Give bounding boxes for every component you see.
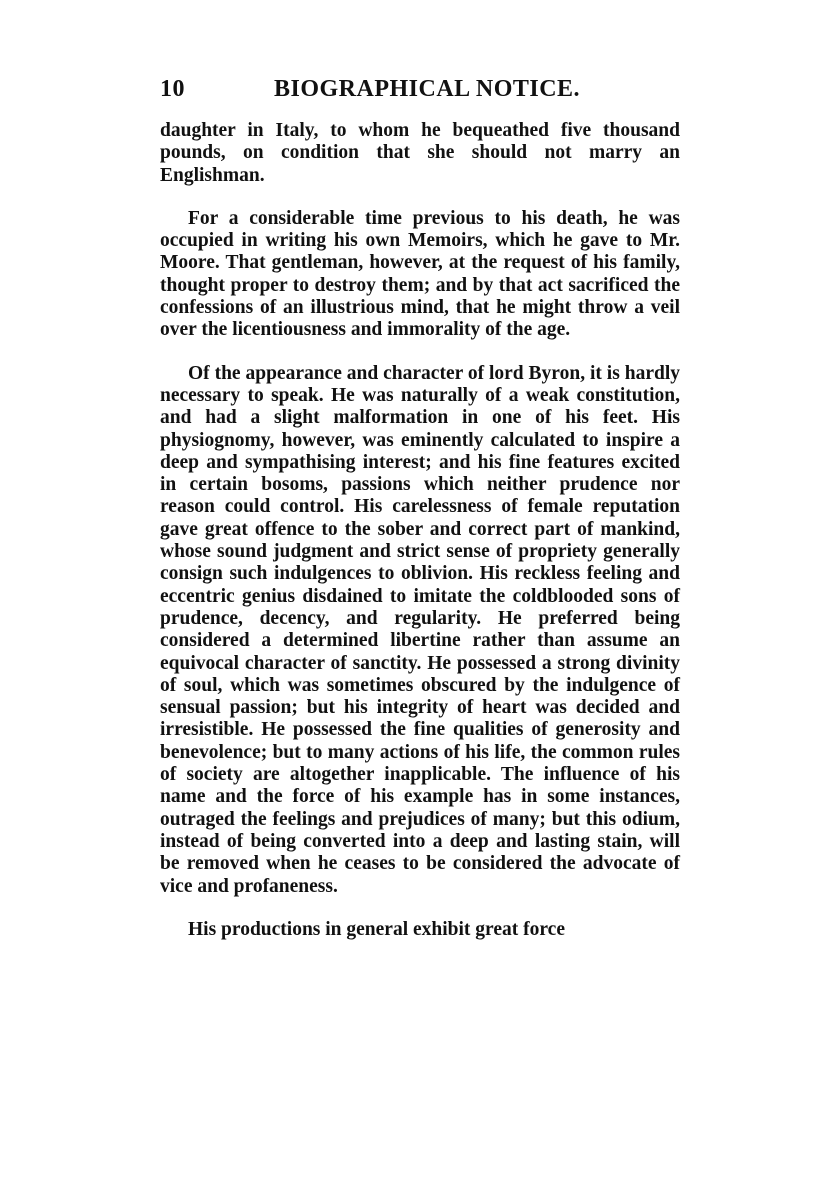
paragraph-productions: His productions in general exhibit great force (188, 918, 565, 940)
paragraph-character: Of the appearance and character of lord Byron, it is hardly necessary to speak. He was naturally of a weak constitution, and had a slight malformation in one of his feet. His physiognomy, however, was eminently calculated to inspire a deep and sympathising interest; and his fine features excited in certain bosoms, passions which neither prudence nor reason could control. His carelessness of female reputation gave great offence to the sober and correct part of mankind, whose sound judgment and strict sense of propriety generally consign such indulgences to oblivion. His reckless feeling and eccentric genius disdained to imitate the coldblooded sons of prudence, decency, and regularity. He preferred being considered a determined libertine rather than assume an equivocal character of sanctity. He possessed a strong divinity of soul, which was sometimes obscured by the indulgence of sensual passion; but his integrity of heart was decided and irresistible. He possessed the fine qualities of generosity and benevolence; but to many actions of his life, the common rules of society are altogether inapplicable. The influence of his name and the force of his example has in some instances, outraged the feelings and prejudices of many; but this odium, instead of being converted into a deep and lasting stain, will be removed when he ceases to be considered the advocate of vice and profaneness. (160, 362, 680, 897)
running-title: BIOGRAPHICAL NOTICE. (274, 76, 581, 102)
paragraph-memoirs: For a considerable time previous to his death, he was occupied in writing his own Memoirs, which he gave to Mr. Moore. That gentleman, however, at the request of his family, thought proper to destroy them; and by that act sacrificed the confessions of an illustrious mind, that he might throw a veil over the licentiousness and immorality of the age. (160, 207, 680, 341)
book-page (160, 70, 680, 941)
paragraph-continuation: daughter in Italy, to whom he bequeathed five thousand pounds, on condition that she should not marry an Englishman. (160, 120, 680, 186)
page-number: 10 (160, 76, 185, 102)
page-header (160, 70, 680, 110)
